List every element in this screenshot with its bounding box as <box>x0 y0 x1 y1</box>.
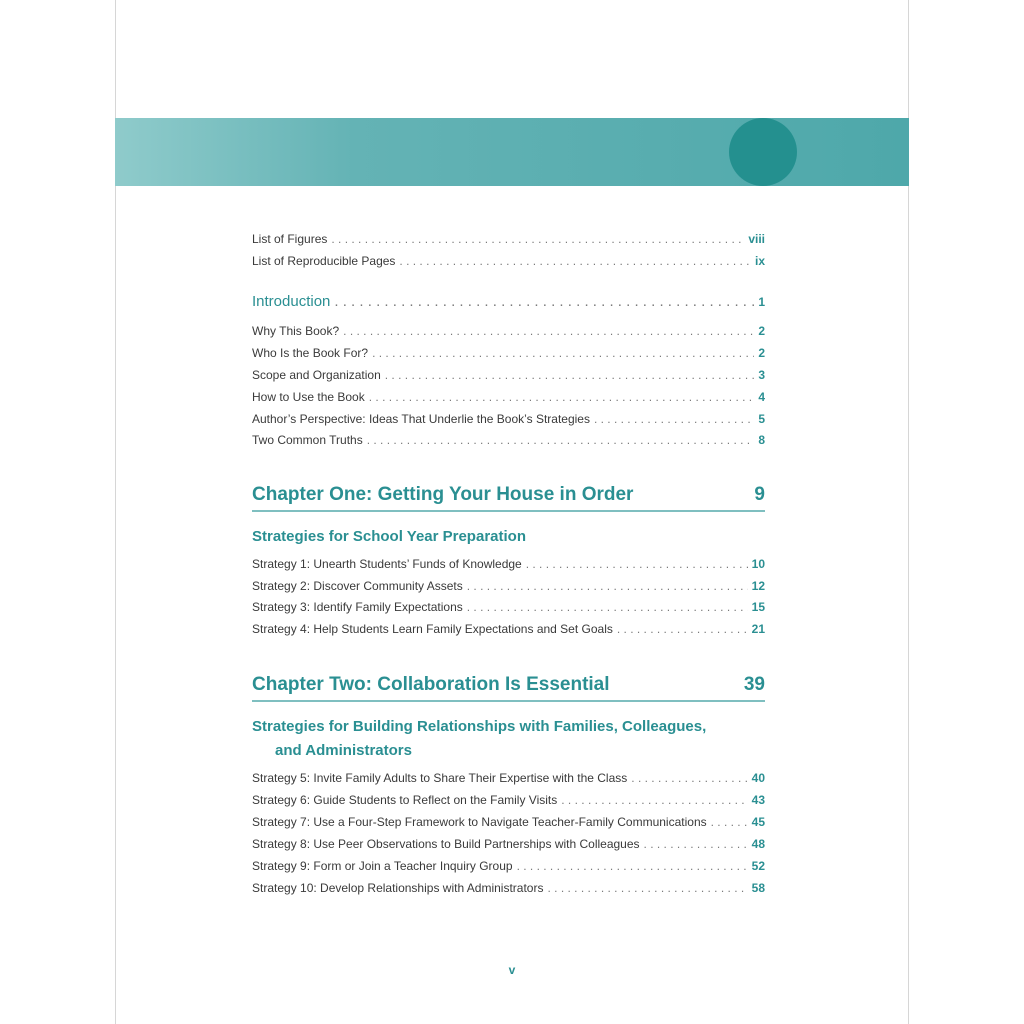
toc-entry-label: List of Figures <box>252 232 328 246</box>
toc-entry[interactable] <box>252 771 765 789</box>
toc-entry[interactable] <box>252 881 765 899</box>
toc-entry-page: 40 <box>751 771 765 785</box>
toc-entry-page: 1 <box>758 295 765 309</box>
chapter-page: 39 <box>743 674 765 695</box>
toc-entry-label: Strategy 7: Use a Four-Step Framework to Navigate Teacher-Family Communications <box>252 815 707 829</box>
toc-entry-label: Strategy 3: Identify Family Expectations <box>252 600 463 614</box>
chapter-heading-two[interactable] <box>252 666 765 702</box>
toc-entry-introduction[interactable] <box>252 293 765 311</box>
toc-entry-page: 52 <box>751 859 765 873</box>
chapter-title: Chapter Two: Collaboration Is Essential <box>252 674 610 695</box>
toc-entry[interactable] <box>252 579 765 597</box>
toc-entry-page: 2 <box>758 346 765 360</box>
toc-entry[interactable] <box>252 433 765 451</box>
toc-entry-page: 2 <box>758 324 765 338</box>
toc-entry-page: 12 <box>751 579 765 593</box>
toc-entry-label: Strategy 10: Develop Relationships with Administrators <box>252 881 544 895</box>
toc-entry[interactable] <box>252 346 765 364</box>
toc-entry-page: 4 <box>758 390 765 404</box>
toc-entry-list-of-reproducible-pages[interactable] <box>252 254 765 272</box>
toc-entry-page: 15 <box>751 600 765 614</box>
decorative-circle <box>729 118 797 186</box>
toc-entry-label: Strategy 6: Guide Students to Reflect on the Family Visits <box>252 793 558 807</box>
toc-entry[interactable] <box>252 368 765 386</box>
toc-entry-label: Introduction <box>252 293 331 310</box>
chapter-page: 9 <box>754 484 765 505</box>
toc-entry[interactable] <box>252 793 765 811</box>
toc-entry-page: 8 <box>758 433 765 447</box>
toc-entry-label: List of Reproducible Pages <box>252 254 396 268</box>
chapter-title: Chapter One: Getting Your House in Order <box>252 484 634 505</box>
toc-entry-page: 5 <box>758 412 765 426</box>
toc-entry-page: 45 <box>751 815 765 829</box>
toc-entry-label: Strategy 1: Unearth Students’ Funds of Knowledge <box>252 557 522 571</box>
toc-entry-label: Scope and Organization <box>252 368 381 382</box>
page-number: v <box>508 963 516 977</box>
toc-entry[interactable] <box>252 622 765 640</box>
page-title: Contents <box>137 16 279 47</box>
toc-entry-page: 21 <box>751 622 765 636</box>
toc-entry-page: 3 <box>758 368 765 382</box>
toc-entry-page: ix <box>754 254 765 268</box>
toc-entry-label: Why This Book? <box>252 324 340 338</box>
toc-entry[interactable] <box>252 412 765 430</box>
toc-entry-list-of-figures[interactable] <box>252 232 765 250</box>
section-heading: Strategies for Building Relationships with Families, Colleagues, and Administrators <box>252 718 707 759</box>
toc-entry[interactable] <box>252 815 765 833</box>
toc-entry-label: Strategy 8: Use Peer Observations to Build Partnerships with Colleagues <box>252 837 640 851</box>
toc-entry[interactable] <box>252 324 765 342</box>
toc-entry-page: 58 <box>751 881 765 895</box>
toc-entry-page: 10 <box>751 557 765 571</box>
toc-entry[interactable] <box>252 557 765 575</box>
toc-entry-label: Author’s Perspective: Ideas That Underlie the Book’s Strategies <box>252 412 590 426</box>
toc-entry-label: Two Common Truths <box>252 433 363 447</box>
toc-entry[interactable] <box>252 390 765 408</box>
toc-entry-page: 43 <box>751 793 765 807</box>
toc-entry-label: Strategy 2: Discover Community Assets <box>252 579 463 593</box>
toc-entry-page: viii <box>748 232 765 246</box>
toc-entry-page: 48 <box>751 837 765 851</box>
toc-entry-label: Who Is the Book For? <box>252 346 369 360</box>
toc-entry-label: Strategy 9: Form or Join a Teacher Inquiry Group <box>252 859 513 873</box>
toc-entry[interactable] <box>252 600 765 618</box>
toc-entry[interactable] <box>252 837 765 855</box>
toc-entry-label: Strategy 5: Invite Family Adults to Share Their Expertise with the Class <box>252 771 628 785</box>
toc-entry-label: How to Use the Book <box>252 390 365 404</box>
toc-entry-label: Strategy 4: Help Students Learn Family Expectations and Set Goals <box>252 622 613 636</box>
contents-banner <box>115 118 909 186</box>
section-heading: Strategies for School Year Preparation <box>252 528 526 545</box>
toc-entry[interactable] <box>252 859 765 877</box>
chapter-heading-one[interactable] <box>252 476 765 512</box>
